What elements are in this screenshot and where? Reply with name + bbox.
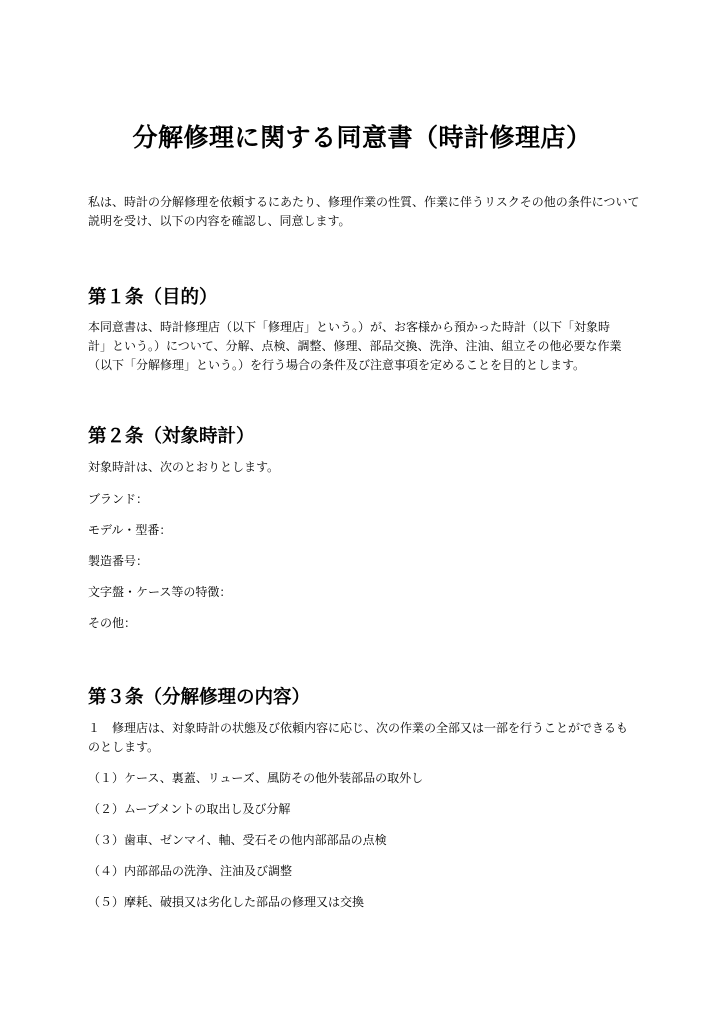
article-3-paragraph-1: １ 修理店は、対象時計の状態及び依頼内容に応じ、次の作業の全部又は一部を行うことができるも のとします。: [88, 721, 629, 754]
article-3-heading: 第３条（分解修理の内容）: [88, 687, 311, 708]
document-title: 分解修理に関する同意書（時計修理店）: [132, 123, 592, 152]
list-item: （５）摩耗、破損又は劣化した部品の修理又は交換: [88, 895, 365, 909]
field-model-number: モデル・型番：: [88, 523, 172, 537]
list-item: （４）内部部品の洗浄、注油及び調整: [88, 864, 293, 878]
field-serial-number: 製造番号：: [88, 554, 149, 568]
list-item: （１）ケース、裏蓋、リューズ、風防その他外装部品の取外し: [88, 771, 424, 785]
article-2-intro: 対象時計は、次のとおりとします。: [88, 460, 280, 474]
article-1-heading: 第１条（目的）: [88, 287, 218, 308]
field-features: 文字盤・ケース等の特徴：: [88, 585, 232, 599]
field-brand: ブランド：: [88, 492, 149, 506]
intro-paragraph: 私は、時計の分解修理を依頼するにあたり、修理作業の性質、作業に伴うリスクその他の条件について 説明を受け、以下の内容を確認し、同意します。: [88, 195, 640, 228]
article-1-body: 本同意書は、時計修理店（以下「修理店」という。）が、お客様から預かった時計（以下「対象時 計」という。）について、分解、点検、調整、修理、部品交換、洗浄、注油、組立その他必要な作業 （以下「分解修理」という。）を行う場合の条件及び注意事項を定めることを目的とします。: [88, 320, 622, 372]
field-other: その他：: [88, 616, 137, 630]
list-item: （２）ムーブメントの取出し及び分解: [88, 802, 291, 816]
list-item: （３）歯車、ゼンマイ、軸、受石その他内部部品の点検: [88, 833, 387, 847]
article-2-heading: 第２条（対象時計）: [88, 426, 255, 447]
